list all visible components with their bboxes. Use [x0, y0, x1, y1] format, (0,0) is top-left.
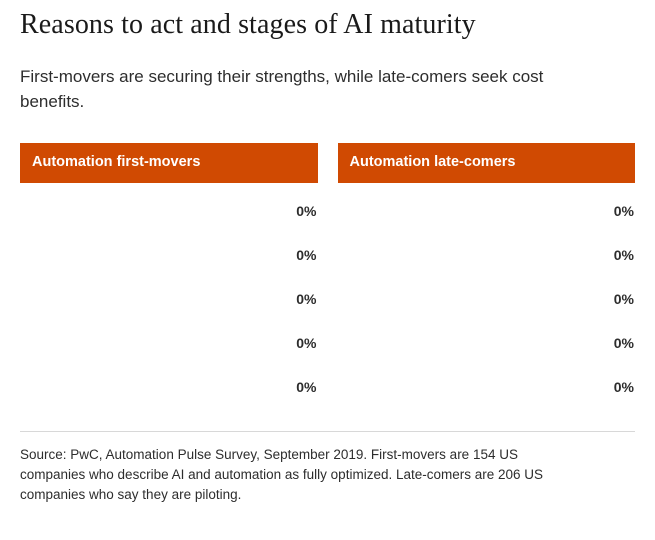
chart-column-late-comers [338, 143, 636, 409]
table-row [20, 233, 318, 277]
table-row [20, 189, 318, 233]
bar-track [338, 244, 593, 266]
bar-track [20, 244, 275, 266]
chart-column-first-movers [20, 143, 318, 409]
bar-track [338, 200, 593, 222]
bar-value: 0% [613, 290, 634, 307]
chart-columns [20, 143, 635, 409]
bar-track [338, 288, 593, 310]
chart-page [0, 8, 655, 540]
bar-value: 0% [296, 202, 317, 219]
table-row [338, 233, 636, 277]
bar-value: 0% [296, 290, 317, 307]
table-row [338, 365, 636, 409]
bar-track [338, 332, 593, 354]
bar-rows-first-movers [20, 183, 318, 409]
table-row [338, 189, 636, 233]
bar-track [20, 332, 275, 354]
page-title: Reasons to act and stages of AI maturity [20, 9, 476, 40]
bar-value: 0% [613, 246, 634, 263]
table-row [20, 365, 318, 409]
page-subtitle: First-movers are securing their strengths, while late-comers seek cost benefits. [20, 67, 544, 111]
column-header-first-movers: Automation first-movers [20, 143, 318, 183]
bar-value: 0% [296, 378, 317, 395]
bar-track [338, 376, 593, 398]
bar-track [20, 288, 275, 310]
bar-value: 0% [613, 334, 634, 351]
source-note: Source: PwC, Automation Pulse Survey, September 2019. First-movers are 154 US companies who describe AI and automation as fully optimized. Late-comers are 206 US companies who say they are piloting. [20, 446, 544, 502]
table-row [20, 277, 318, 321]
table-row [338, 321, 636, 365]
table-row [20, 321, 318, 365]
column-header-late-comers: Automation late-comers [338, 143, 636, 183]
bar-track [20, 200, 275, 222]
bar-rows-late-comers [338, 183, 636, 409]
bar-track [20, 376, 275, 398]
bar-value: 0% [296, 246, 317, 263]
bar-value: 0% [613, 378, 634, 395]
bar-value: 0% [296, 334, 317, 351]
table-row [338, 277, 636, 321]
bar-value: 0% [613, 202, 634, 219]
footer-divider [20, 431, 635, 432]
